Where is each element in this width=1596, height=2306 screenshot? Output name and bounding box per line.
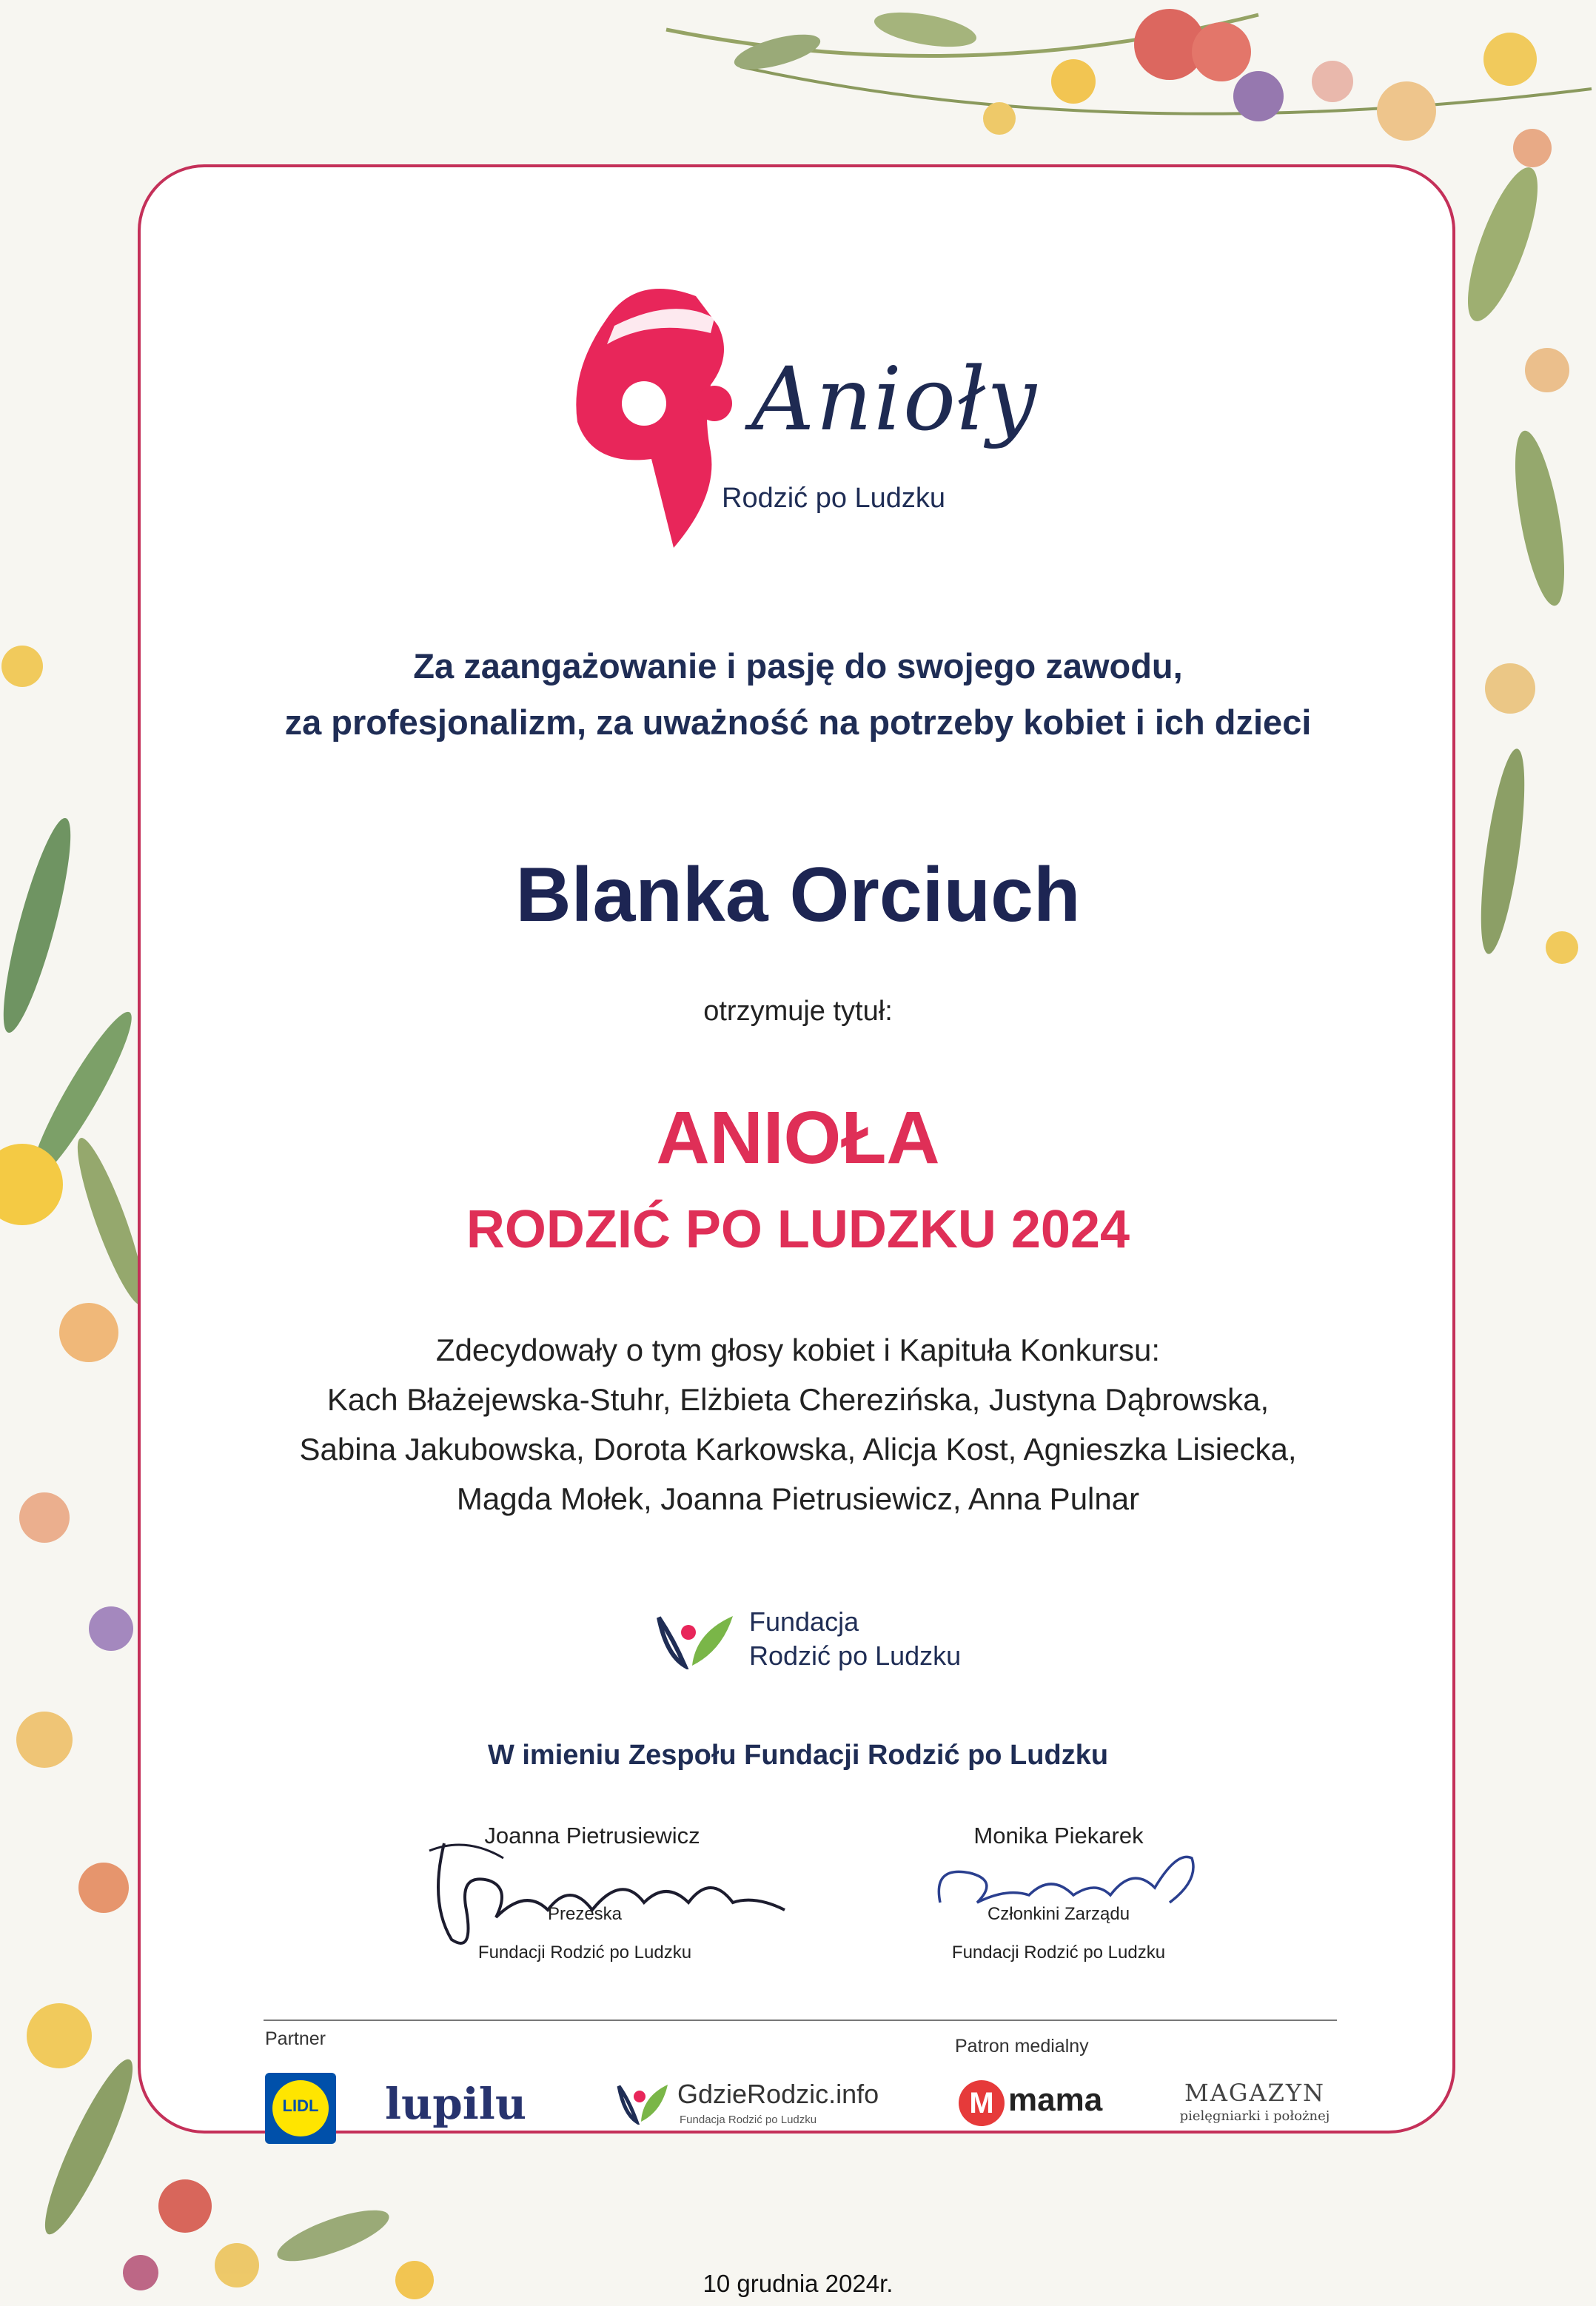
foundation-name: [749, 1605, 961, 1673]
jury-text: [0, 1325, 1596, 1524]
certificate-date: 10 grudnia 2024r.: [703, 2270, 893, 2297]
mama-logo-icon: M: [959, 2080, 1005, 2126]
jury-line: Zdecydowały o tym głosy kobiet i Kapituła Konkursu:: [435, 1333, 1161, 1367]
foundation-line: Rodzić po Ludzku: [749, 1640, 962, 1671]
award-title: ANIOŁA: [656, 1096, 940, 1179]
signatory-org: Fundacji Rodzić po Ludzku: [477, 1943, 692, 1963]
signatory-org: Fundacji Rodzić po Ludzku: [951, 1943, 1166, 1963]
recipient-name: Blanka Orciuch: [515, 852, 1081, 938]
jury-line: Magda Mołek, Joanna Pietrusiewicz, Anna Pulnar: [456, 1481, 1140, 1516]
signatory-1-roles: [429, 1895, 740, 1972]
dedication: [0, 638, 1596, 751]
footer-divider: [264, 2020, 1337, 2021]
signatory-2-roles: [896, 1895, 1221, 1972]
receives-label: otrzymuje tytuł:: [703, 996, 893, 1027]
logo-wordmark: Anioły: [751, 348, 1038, 450]
foundation-logo-icon: [651, 1610, 740, 1669]
logo-tagline: Rodzić po Ludzku: [722, 483, 946, 514]
lupilu-logo: lupilu: [385, 2079, 526, 2129]
award-subtitle: RODZIĆ PO LUDZKU 2024: [466, 1200, 1130, 1259]
foundation-line: Fundacja: [749, 1606, 859, 1637]
lidl-text: LIDL: [282, 2096, 319, 2115]
magazyn-subtitle: pielęgniarki i położnej: [1179, 2108, 1330, 2124]
gdzierodzic-logo-icon: [613, 2080, 672, 2125]
partner-label: Partner: [265, 2028, 326, 2049]
jury-line: Sabina Jakubowska, Dorota Karkowska, Alicja Kost, Agnieszka Lisiecka,: [299, 1432, 1297, 1467]
lidl-logo: [265, 2073, 336, 2144]
gdzierodzic-name: GdzieRodzic.info: [677, 2079, 879, 2109]
gdzierodzic-sub: Fundacja Rodzić po Ludzku: [680, 2114, 817, 2126]
signatory-name: Monika Piekarek: [973, 1823, 1144, 1849]
dedication-line: za profesjonalizm, za uważność na potrzeby kobiet i ich dzieci: [284, 703, 1312, 742]
signatory-role: Prezeska: [547, 1904, 623, 1924]
signatory-role: Członkini Zarządu: [987, 1904, 1130, 1924]
jury-line: Kach Błażejewska-Stuhr, Elżbieta Cherezińska, Justyna Dąbrowska,: [326, 1382, 1270, 1417]
signatory-name: Joanna Pietrusiewicz: [484, 1823, 700, 1849]
media-patron-label: Patron medialny: [955, 2036, 1089, 2057]
magazyn-title: MAGAZYN: [1184, 2079, 1325, 2107]
dedication-line: Za zaangażowanie i pasję do swojego zawodu,: [413, 646, 1183, 686]
on-behalf-text: W imieniu Zespołu Fundacji Rodzić po Ludzku: [487, 1740, 1109, 1771]
mama-text: mama: [1008, 2082, 1103, 2118]
